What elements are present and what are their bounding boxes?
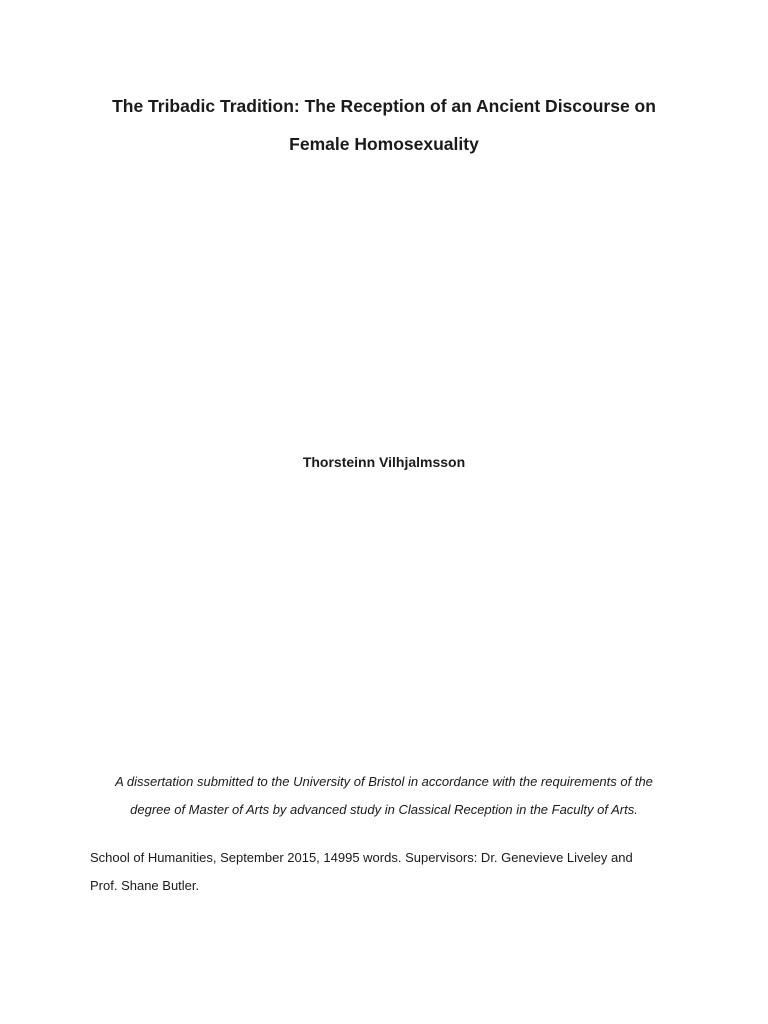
submission-details-line-1: School of Humanities, September 2015, 14995 words. Supervisors: Dr. Genevieve Liveley and: [90, 850, 633, 865]
document-title-line-1: The Tribadic Tradition: The Reception of an Ancient Discourse on: [112, 96, 656, 116]
document-title-line-2: Female Homosexuality: [289, 134, 479, 154]
submission-details-line-2: Prof. Shane Butler.: [90, 878, 200, 893]
dissertation-statement-line-2: degree of Master of Arts by advanced study in Classical Reception in the Faculty of Arts.: [130, 802, 638, 817]
author-name: Thorsteinn Vilhjalmsson: [302, 454, 466, 470]
dissertation-statement-line-1: A dissertation submitted to the University of Bristol in accordance with the requirements of the: [115, 774, 653, 789]
